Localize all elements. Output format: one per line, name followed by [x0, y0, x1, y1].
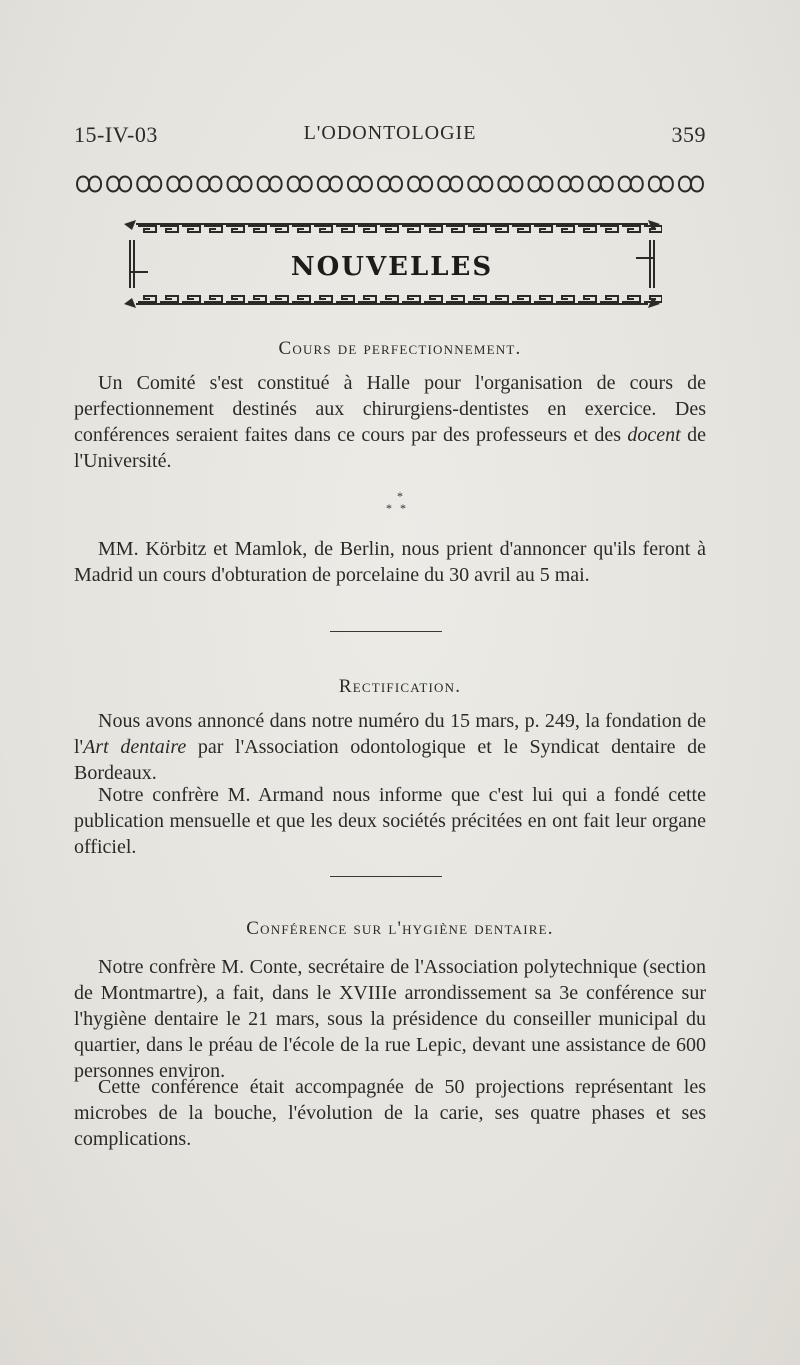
heading-conference: Conférence sur l'hygiène dentaire. — [246, 918, 554, 939]
separator-stars: * ** — [386, 489, 414, 515]
paragraph-korbitz: MM. Körbitz et Mamlok, de Berlin, nous prient d'annoncer qu'ils feront à Madrid un cours d'obturation de porcelaine du 30 avril au 5 mai. — [74, 538, 706, 586]
page-number: 359 — [671, 122, 706, 147]
heading-cours: Cours de perfectionnement. — [278, 338, 522, 359]
journal-title: L'ODONTOLOGIE — [303, 122, 477, 144]
italic-term: docent — [627, 424, 681, 446]
paragraph-rectification-1: Nous avons annoncé dans notre numéro du 15 mars, p. 249, la fondation de l'Art dentaire par l'Association odontologique et le Syndicat dentaire de Bordeaux. — [74, 710, 706, 784]
italic-term: Art dentaire — [83, 736, 187, 758]
section-title-frame — [122, 218, 662, 310]
paragraph-rectification-2: Notre confrère M. Armand nous informe que c'est lui qui a fondé cette publication mensuelle et que les deux sociétés précitées en ont fait leur organe officiel. — [74, 784, 706, 858]
paragraph-conference-2: Cette conférence était accompagnée de 50 projections représentant les microbes de la bouche, l'évolution de la carie, ses quatre phases et ses complications. — [74, 1076, 706, 1150]
section-title: NOUVELLES — [290, 252, 494, 282]
issue-date: 15-IV-03 — [74, 122, 158, 147]
divider-rule — [330, 876, 442, 877]
interlaced-knot-ornament-icon — [74, 172, 706, 196]
divider-rule — [330, 631, 442, 632]
running-head — [74, 122, 706, 152]
paragraph-cours: Un Comité s'est constitué à Halle pour l'organisation de cours de perfectionnement destinés aux chirurgiens-dentistes en exercice. Des conférences seraient faites dans ce cours par des professeurs et des docent de l'Université. — [74, 372, 706, 472]
heading-rectification: Rectification. — [338, 676, 462, 697]
paragraph-conference-1: Notre confrère M. Conte, secrétaire de l'Association polytechnique (section de Montmartre), a fait, dans le XVIIIe arrondissement sa 3e conférence sur l'hygiène dentaire le 21 mars, sous la présidence du conseiller municipal du quartier, dans le préau de l'école de la rue Lepic, devant une assistance de 600 personnes environ. — [74, 956, 706, 1082]
